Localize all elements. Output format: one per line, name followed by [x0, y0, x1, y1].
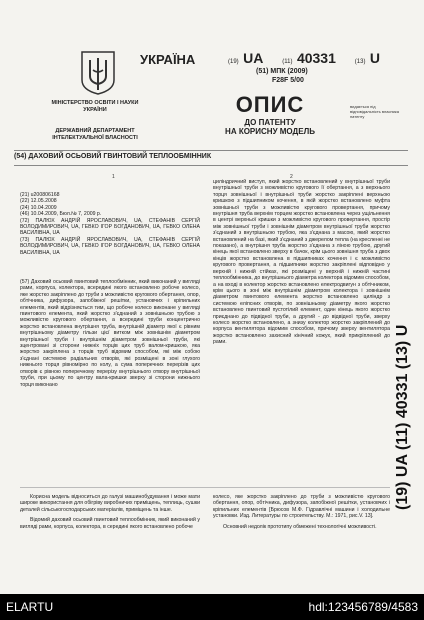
trident-emblem-icon [80, 50, 116, 96]
country-name: УКРАЇНА [140, 52, 196, 67]
status-bar [0, 594, 424, 620]
column-number-2: 2 [290, 174, 293, 180]
claim-text-left: (57) Даховий осьовий гвинтовий теплообмінник, який виконаний у вигляді рами, корпуса, колектора, всередині якого встановлено робоче колесо, яке жорстко закріплено до труби з можливістю кругового обертання, опор, обтічника, дифузора, запобіжної решітки, установчих і кріпильних елементів, який відрізняється тим, що робоче колесо виконане у вигляді гвинтового елемента, який жорстко з'єднаний з зовнішньою трубою з можливістю кругового обертання, а всередині труби концентрично жорстко встановлена внутрішня труба, внутрішній діаметр якої є рівним внутрішньому діаметру гільзи цієї витком між зовнішнім діаметром внутрішньої труби і внутрішнім діаметром зовнішньої труби, які зцентровані зі сторони нижніх торців цих труб валом-кришкою, яка жорстко закріплена з торців труб відомим способом, які між собою з'єднані системою радіальних отворів, які розміщені в зоні глухого нижнього торця рівномірно по колу, а сума поперечних перерізів цих отворів є рівною поперечному перерізу внутрішнього отвору внутрішньої труби, при цьому по центру вала-кришки зверху зі сторони нижнього торця виконано [20, 279, 200, 388]
mpk-label: (51) МПК (2009) [256, 68, 308, 75]
code-11: (11) [282, 59, 293, 65]
subheading-line-2: НА КОРИСНУ МОДЕЛЬ [225, 127, 315, 136]
ipc-code: F28F 5/00 [272, 77, 304, 84]
bib-field-73: (73) ПАЛЮХ АНДРІЙ ЯРОСЛАВОВИЧ, UA, СТЕФАНІВ СЕРГІЙ ВОЛОДИМИРОВИЧ, UA, ГЕВКО ІГОР БОГДАНОВИЧ, UA, ГЕВКО ОЛЕНА ВАСИЛІВНА, UA [20, 236, 200, 256]
patent-number: 40331 [296, 50, 336, 66]
description-left-p1: Корисна модель відноситься до галузі машинобудування і може мати широке використання для обігріву виробничих приміщень, теплиць, сушки деталей сільськогосподарських матеріалів, приміщень та інше. [20, 494, 200, 513]
description-left [20, 494, 200, 530]
description-right-p1: колесо, яке жорстко закріплено до труби з можливістю кругового обертання, опор, обтічника, дифузора, запобіжної решітки, установчих і кріпильних елементів [Брюсов М.Ф. Гідравлічні машини і холодильне установки. Изд. Литературы по строительству. М.: 1971, рис.V. 13]. [213, 494, 390, 520]
document-subheading [170, 118, 370, 136]
vertical-patent-code: (19) UA (11) 40331 (13) U [394, 324, 411, 510]
handle-identifier[interactable]: hdl:123456789/4583 [308, 600, 418, 614]
bibliographic-data [20, 192, 200, 256]
patent-kind: U [369, 50, 381, 66]
responsibility-note: видається під відповідальність власника патенту [350, 104, 399, 119]
country-code: UA [243, 50, 264, 66]
department-name: ДЕРЖАВНИЙ ДЕПАРТАМЕНТ ІНТЕЛЕКТУАЛЬНОЇ ВЛАСНОСТІ [52, 128, 138, 141]
code-19: (19) [228, 59, 239, 65]
repository-name: ELARTU [6, 600, 54, 614]
bib-field-21: (21) u200806168 [20, 192, 60, 198]
divider-top [14, 150, 408, 151]
description-right-p2: Основний недолік прототипу обмежені технологічні можливості. [223, 523, 377, 530]
divider-body [20, 487, 390, 488]
bib-field-46: (46) 10.04.2009, Бюл.№ 7, 2009 р. [20, 211, 102, 218]
description-right [213, 494, 390, 530]
description-left-p2: Відомий даховий осьовий гвинтовий теплообмінник, який виконаний у вигляді рами, корпуса, колектора, в середині якого встановлено робоче [20, 517, 200, 530]
bib-field-22: (22) 12.05.2008 [20, 198, 57, 205]
bib-field-72: (72) ПАЛЮХ АНДРІЙ ЯРОСЛАВОВИЧ, UA, СТЕФАНІВ СЕРГІЙ ВОЛОДИМИРОВИЧ, UA, ГЕВКО ІГОР БОГДАНОВИЧ, UA, ГЕВКО ОЛЕНА ВАСИЛІВНА, UA [20, 217, 200, 237]
bib-field-24: (24) 10.04.2009 [20, 204, 57, 211]
ministry-name: МІНІСТЕРСТВО ОСВІТИ І НАУКИ УКРАЇНИ [51, 100, 139, 113]
subheading-line-1: ДО ПАТЕНТУ [244, 118, 296, 127]
patent-code-row [228, 50, 380, 68]
divider-title [14, 165, 408, 166]
code-13: (13) [354, 59, 366, 65]
document-heading: ОПИС [235, 92, 305, 117]
column-number-1: 1 [112, 174, 115, 180]
claim-text-right: циліндричний виступ, який жорстко встановлений у внутрішньої труби внутрішньої труби з можливістю кругового її обертання, а з верхнього торця зовнішньої і внутрішньої труби жорстко закріплені верхньою кришкою з підшипником кочення, в якій жорстко встановлено муфта зовнішньої труби з можливістю кругового провертання, причому внутрішня труба верхнім торцем жорстко встановлена через ущільнення в центрі верхньої кришки з можливістю кругового провертання, простір між зовнішньої труби і зовнішнім діаметром внутрішньої труби жорстко з'єднаний з внутрішньою трубою, яка з'єднана з масою, який жорстко встановлений на базі, який з'єднаний з джерелом тепла (на кресленні не показано), а внутрішня труба жорстко з'єднана з ліною трубою, другий кінець якої встановлено зверху в бачок, крім цього зовнішня труба з двох кінців жорстко встановлена в підшипниках кочення і є можливістю кругового провертання, а підшипники жорстко закріплені відповідно у верхній і нижній стійках, які розміщені у верхній і нижній частині теплообмінника, до внутрішнього діаметра колектора відомим способом, а на вході в колектор жорстко встановлено електродвигун з обтічником, крім цього в зоні між внутрішнім діаметром колектора і зовнішнім діаметром гвинтового елемента жорстко встановлено циліндр з системою еліпсних отворів, по зовнішньому діаметру якого жорстко встановлено гвинтовий пустотілий елемент, один кінець якого жорстко приєднано до підвідної труби, а другий - до відвідної труби, зверху колесо жорстко встановлено, а знизу колектор жорстко закріплений до корпуса вентилятора відомим способом, причому зверху вентилятора жорстко встановлено захисний кінічний кожух, який прикріплений до рами. [213, 179, 390, 346]
invention-title: (54) ДАХОВИЙ ОСЬОВИЙ ГВИНТОВИЙ ТЕПЛООБМІННИК [14, 153, 212, 160]
